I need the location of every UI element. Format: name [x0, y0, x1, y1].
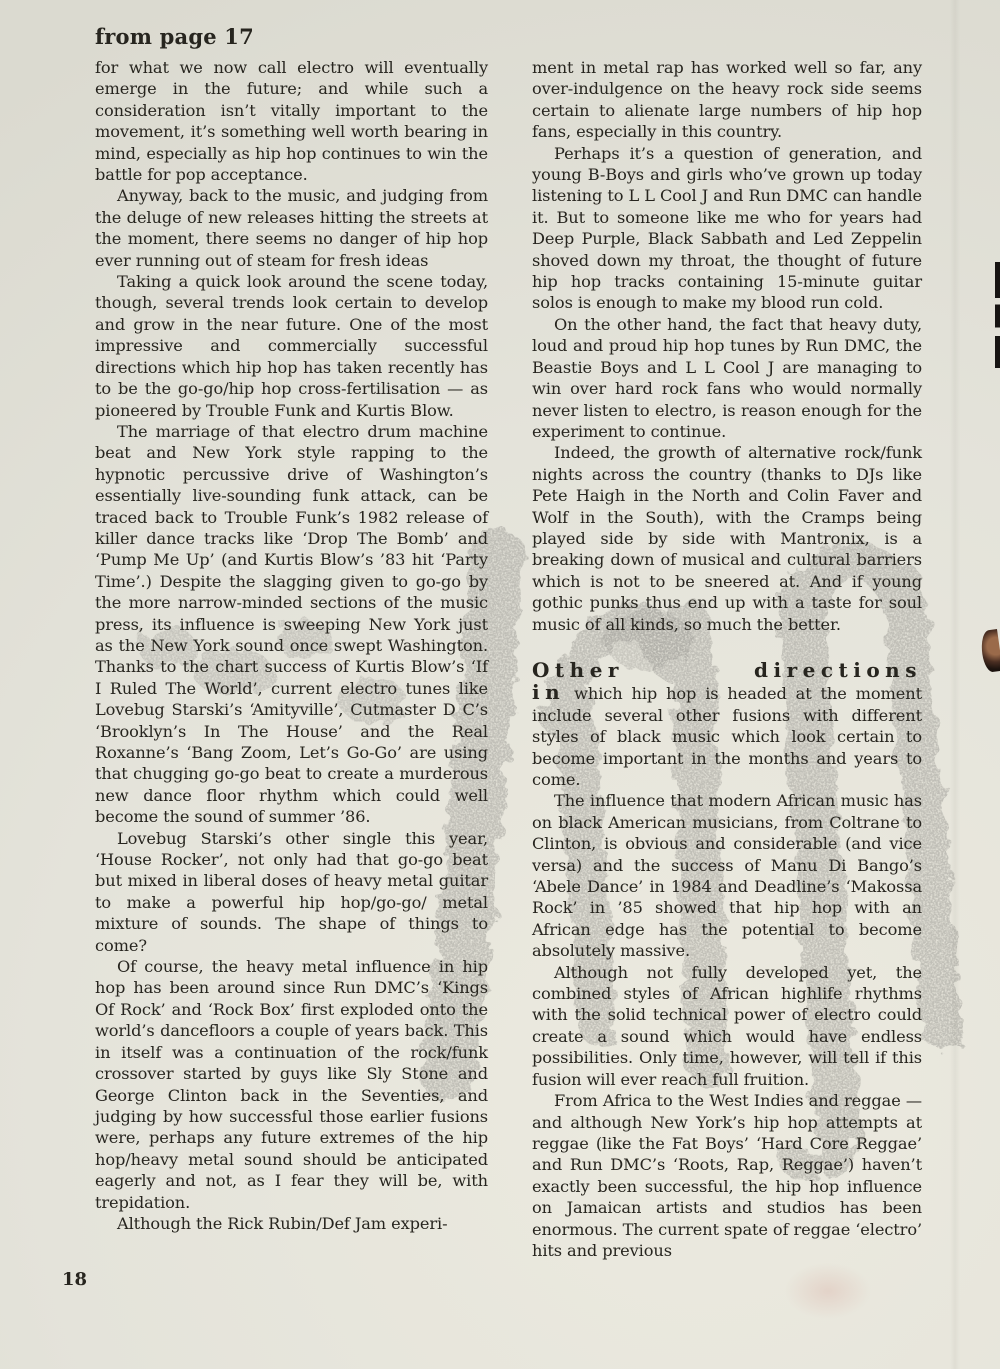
- right-column: [532, 57, 922, 1261]
- continued-from-label: from page 17: [95, 24, 254, 49]
- scan-edge-brown-mark: [979, 629, 1000, 673]
- paper-crease: [950, 0, 960, 1369]
- paragraph: Perhaps it’s a question of generation, and young B-Boys and girls who’ve grown up today listening to L L Cool J and Run DMC can handle it. But to someone like me who for years had Deep Purple, Black Sabbath and Led Zeppelin shoved down my throat, the thought of future hip hop tracks containing 15-minute guitar solos is enough to make my blood run cold.: [532, 143, 922, 313]
- page-number: 18: [62, 1269, 88, 1290]
- paragraph: On the other hand, the fact that heavy duty, loud and proud hip hop tunes by Run DMC, the Beastie Boys and L L Cool J are managing to win over hard rock fans who would normally never listen to electro, is reason enough for the experiment to continue.: [532, 314, 922, 441]
- subheading-continuation: which hip hop is headed at the moment include several other fusions with different styles of black music which look certain to become important in the months and years to come.: [532, 684, 922, 789]
- paragraph: Although not fully developed yet, the combined styles of African highlife rhythms with the solid technical power of electro could create a sound which would have endless possibilities. Only time, however, will tell if this fusion will ever reach full fruition.: [532, 962, 922, 1089]
- paragraph: ment in metal rap has worked well so far, any over-indulgence on the heavy rock side seems certain to alienate large numbers of hip hop fans, especially in this country.: [532, 58, 922, 142]
- paragraph: Indeed, the growth of alternative rock/funk nights across the country (thanks to DJs like Pete Haigh in the North and Colin Faver and Wolf in the South), with the Cramps being played side by side with Mantronix, is a breaking down of musical and cultural barriers which is not to be sneered at. And if young gothic punks thus end up with a taste for soul music of all kinds, so much the better.: [532, 443, 922, 634]
- paragraph: From Africa to the West Indies and reggae — and although New York’s hip hop attempts at reggae (like the Fat Boys’ ‘Hard Core Reggae’ and Run DMC’s ‘Roots, Rap, Reggae’) haven’t exactly been successful, the hip hop influence on Jamaican artists and studios has been enormous. The current spate of reggae ‘electro’ hits and previous: [532, 1091, 923, 1260]
- subheading: Other directions in: [532, 657, 922, 705]
- paragraph: Taking a quick look around the scene today, though, several trends look certain to develop and grow in the near future. One of the most impressive and commercially successful directions which hip hop has taken recently has to be the go-go/hip hop cross-fertilisation — as pioneered by Trouble Funk and Kurtis Blow.: [95, 272, 488, 420]
- paragraph: Anyway, back to the music, and judging from the deluge of new releases hitting the streets at the moment, there seems no danger of hip hop ever running out of steam for fresh ideas: [95, 186, 488, 270]
- paragraph: The marriage of that electro drum machine beat and New York style rapping to the hypnotic percussive drive of Washington’s essentially live-sounding funk attack, can be traced back to Trouble Funk’s 1982 release of killer dance tracks like ‘Drop The Bomb’ and ‘Pump Me Up’ (and Kurtis Blow’s ’83 hit ‘Party Time’.) Despite the slagging given to go-go by the more narrow-minded sections of the music press, its influence is sweeping New York just as the New York sound once swept Washington. Thanks to the chart success of Kurtis Blow’s ‘If I Ruled The World’, current electro tunes like Lovebug Starski’s ‘Amityville’, Cutmaster D C’s ‘Brooklyn’s In The House’ and the Real Roxanne’s ‘Bang Zoom, Let’s Go-Go’ are using that chugging go-go beat to create a murderous new dance floor rhythm which could well become the sound of summer ’86.: [95, 421, 488, 827]
- scan-edge-black-strip: [995, 262, 1000, 368]
- pink-smudge: [768, 1252, 888, 1330]
- paragraph: Lovebug Starski’s other single this year, ‘House Rocker’, not only had that go-go beat but mixed in liberal doses of heavy metal guitar to make a powerful hip hop/go-go/ metal mixture of sounds. The shape of things to come?: [95, 828, 488, 955]
- paragraph: for what we now call electro will eventually emerge in the future; and while such a consideration isn’t vitally important to the movement, it’s something well worth bearing in mind, especially as hip hop continues to win the battle for pop acceptance.: [95, 58, 488, 185]
- subheading-paragraph: [532, 657, 922, 790]
- left-column: [95, 57, 488, 1234]
- paragraph: Although the Rick Rubin/Def Jam experi-: [117, 1213, 448, 1233]
- paragraph: The influence that modern African music has on black American musicians, from Coltrane to Clinton, is obvious and considerable (and vice versa) and the success of Manu Di Bango’s ‘Abele Dance’ in 1984 and Deadline’s ‘Makossa Rock’ in ’85 showed that hip hop with an African edge has the potential to become absolutely massive.: [532, 791, 922, 961]
- paragraph: Of course, the heavy metal influence in hip hop has been around since Run DMC’s ‘Kings Of Rock’ and ‘Rock Box’ first exploded onto the world’s dancefloors a couple of years back. This in itself was a continuation of the rock/funk crossover started by guys like Sly Stone and George Clinton back in the Seventies, and judging by how successful those earlier fusions were, perhaps any future extremes of the hip hop/heavy metal sound should be anticipated eagerly and not, as I fear they will be, with trepidation.: [95, 957, 488, 1212]
